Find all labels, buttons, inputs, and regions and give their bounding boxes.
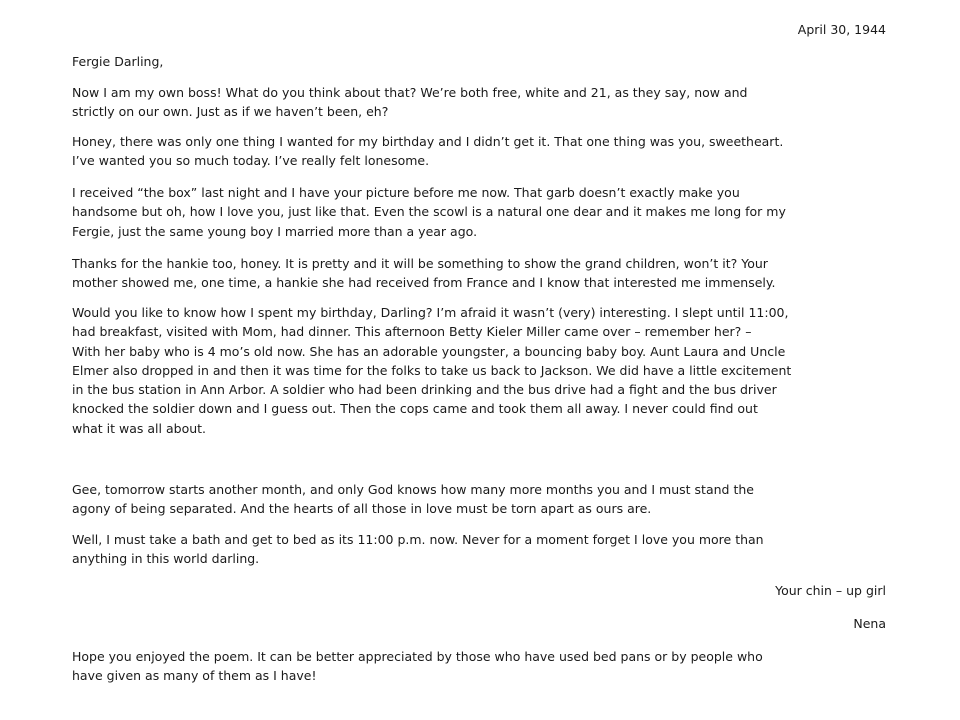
text-line: had breakfast, visited with Mom, had dinner. This afternoon Betty Kieler Miller came over – remember her? – xyxy=(72,324,752,340)
letter-paragraph-6 xyxy=(72,480,888,519)
text-line: Thanks for the hankie too, honey. It is pretty and it will be something to show the grand children, won’t it? Your xyxy=(72,256,768,271)
text-line: Elmer also dropped in and then it was time for the folks to take us back to Jackson. We did have a little excitement xyxy=(72,362,792,378)
text-line: knocked the soldier down and I guess out. Then the cops came and took them all away. I never could find out xyxy=(72,401,758,417)
text-line: Hope you enjoyed the poem. It can be better appreciated by those who have used bed pans or by people who xyxy=(72,649,763,664)
text-line: in the bus station in Ann Arbor. A soldier who had been drinking and the bus drive had a fight and the bus driver xyxy=(72,382,777,398)
text-line: what it was all about. xyxy=(72,420,207,436)
letter-page xyxy=(72,0,888,720)
text-line: Honey, there was only one thing I wanted for my birthday and I didn’t get it. That one thing was you, sweetheart. xyxy=(72,134,784,149)
text-line: agony of being separated. And the hearts of all those in love must be torn apart as ours are. xyxy=(72,501,652,517)
text-line: Would you like to know how I spent my birthday, Darling? I’m afraid it wasn’t (very) interesting. I slept until 11:00, xyxy=(72,305,789,320)
text-line: mother showed me, one time, a hankie she had received from France and I know that interested me immensely. xyxy=(72,275,776,291)
letter-paragraph-3 xyxy=(72,183,888,241)
letter-paragraph-5 xyxy=(72,303,888,438)
letter-paragraph-4 xyxy=(72,254,888,293)
text-line: strictly on our own. Just as if we haven’t been, eh? xyxy=(72,104,389,120)
letter-salutation: Fergie Darling, xyxy=(72,54,164,69)
text-line: Gee, tomorrow starts another month, and only God knows how many more months you and I must stand the xyxy=(72,482,754,497)
text-line: With her baby who is 4 mo’s old now. She has an adorable youngster, a bouncing baby boy. Aunt Laura and Uncle xyxy=(72,343,786,359)
letter-postscript xyxy=(72,647,888,686)
letter-closing: Your chin – up girl xyxy=(775,583,886,598)
letter-date: April 30, 1944 xyxy=(797,22,886,37)
letter-paragraph-2 xyxy=(72,132,888,171)
text-line: Well, I must take a bath and get to bed as its 11:00 p.m. now. Never for a moment forget I love you more than xyxy=(72,532,764,547)
letter-paragraph-1 xyxy=(72,83,888,122)
text-line: handsome but oh, how I love you, just like that. Even the scowl is a natural one dear and it makes me long for my xyxy=(72,204,786,220)
text-line: Now I am my own boss! What do you think about that? We’re both free, white and 21, as they say, now and xyxy=(72,85,748,100)
letter-paragraph-7 xyxy=(72,530,888,569)
text-line: I received “the box” last night and I have your picture before me now. That garb doesn’t exactly make you xyxy=(72,185,740,200)
text-line: Fergie, just the same young boy I married more than a year ago. xyxy=(72,223,478,239)
text-line: anything in this world darling. xyxy=(72,551,260,567)
text-line: I’ve wanted you so much today. I’ve really felt lonesome. xyxy=(72,153,430,169)
letter-signature: Nena xyxy=(853,616,886,631)
text-line: have given as many of them as I have! xyxy=(72,668,317,684)
